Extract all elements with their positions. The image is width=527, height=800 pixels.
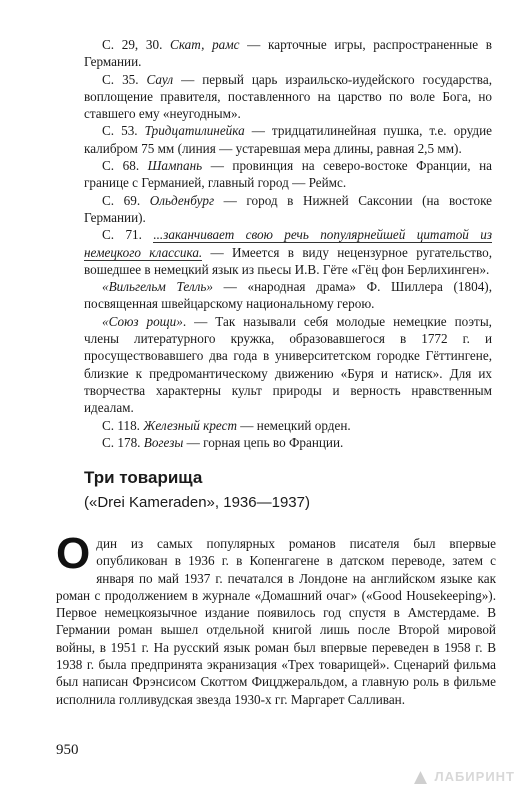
note: С. 69. Ольденбург — город в Нижней Саксонии (на востоке Германии).	[84, 192, 492, 225]
drop-cap: О	[56, 529, 91, 578]
notes-block	[84, 36, 492, 451]
section-heading	[84, 468, 494, 511]
note: С. 178. Вогезы — горная цепь во Франции.	[102, 434, 344, 450]
note: С. 71. ...заканчивает свою речь популярнейшей цитатой из немецкого классика. — Имеется в виду нецензурное ругательство, вошедшее в немецкий язык из пьесы И.В. Гёте «Гёц фон Берлихинген».	[84, 227, 493, 277]
body-text: дин из самых популярных романов писателя был впервые опубликован в 1936 г. в Копенгагене в датском переводе, затем с января по май 1937 г. печатался в Лондоне на английском языке как роман с продолжением в журнале «Домашний очаг» («Good Housekeeping»). Первое немецкоязычное издание появилось год спустя в Амстердаме. В Германии роман вышел отдельной книгой лишь после Второй мировой войны, в 1951 г. На русский язык роман был впервые переведен в 1958 г. В 1938 г. была предпринята экранизация «Трех товарищей». Сценарий фильма был написан Фрэнсисом Скоттом Фицджеральдом, а главную роль в фильме исполнила голливудская звезда 1930-х гг. Маргарет Салливан.	[56, 536, 496, 707]
note: «Союз рощи». — Так называли себя молодые немецкие поэты, члены литературного кружка, образовавшегося в 1772 г. и просуществовавшего два года в университетском городке Гёттингене, близкие к предромантическому движению «Буря и натиск». Для их творчества характерны культ природы и верность нравственным идеалам.	[84, 313, 492, 416]
note: С. 35. Саул — первый царь израильско-иудейского государства, воплощение правителя, поставленного на царство по воле Бога, но ставшего ему «неугодным».	[84, 71, 493, 122]
note: С. 118. Железный крест — немецкий орден.	[102, 417, 351, 433]
watermark-text: ЛАБИРИНТ	[434, 769, 515, 784]
note: С. 29, 30. Скат, рамс — карточные игры, распространенные в Германии.	[84, 37, 492, 70]
note: С. 68. Шампань — провинция на северо-востоке Франции, на границе с Германией, главный город — Реймс.	[84, 158, 492, 191]
page-number: 950	[56, 742, 79, 758]
section-title: Три товарища	[84, 468, 203, 487]
section-subtitle: («Drei Kameraden», 1936—1937)	[84, 494, 310, 511]
note: С. 53. Тридцатилинейка — тридцатилинейная пушка, т.е. орудие калибром 75 мм (линия — устаревшая мера длины, равная 2,5 мм).	[84, 123, 492, 156]
note: «Вильгельм Телль» — «народная драма» Ф. Шиллера (1804), посвященная швейцарскому национальному герою.	[84, 279, 492, 312]
body-paragraph	[56, 529, 496, 708]
watermark	[410, 764, 515, 790]
labyrinth-logo-icon: ▲	[409, 764, 433, 789]
